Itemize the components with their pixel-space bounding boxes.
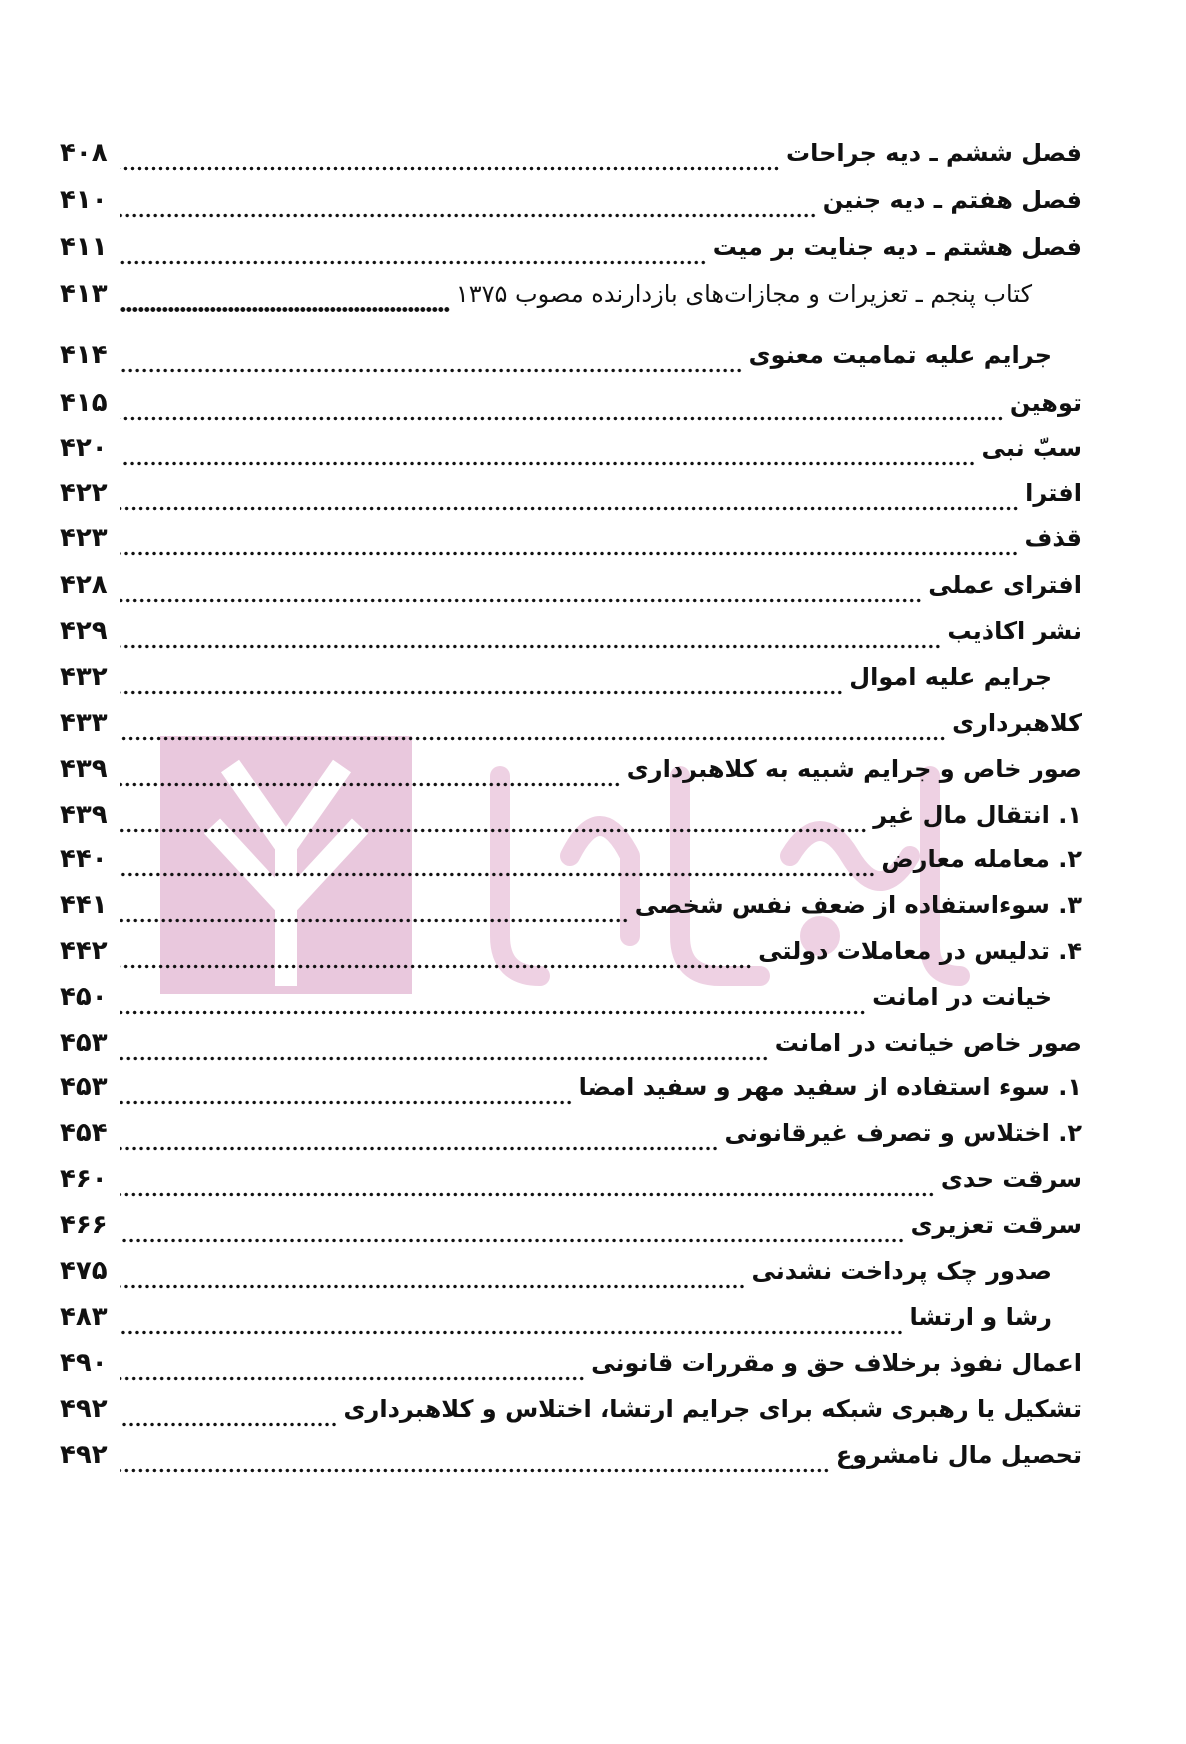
toc-entry <box>60 185 1082 234</box>
toc-entry-page-number: ۴۹۲ <box>60 1440 108 1470</box>
toc-entry-title: فصل ششم ـ دیه جراحات <box>785 139 1082 167</box>
toc-entry-title: صور خاص خیانت در امانت <box>774 1029 1082 1057</box>
dot-leader <box>120 1006 866 1020</box>
toc-entry-page-number: ۴۲۲ <box>60 478 108 508</box>
toc-entry-page-number: ۴۷۵ <box>60 1256 108 1286</box>
toc-entry-title: فصل هشتم ـ دیه جنایت بر میت <box>712 233 1082 261</box>
toc-entry <box>60 800 1082 849</box>
toc-entry <box>60 1072 1082 1121</box>
toc-entry-page-number: ۴۹۲ <box>60 1394 108 1424</box>
toc-entry-page-number: ۴۳۳ <box>60 708 108 738</box>
toc-entry-title: جرایم علیه تمامیت معنوی <box>748 341 1052 369</box>
toc-entry-page-number: ۴۱۰ <box>60 185 108 215</box>
toc-entry <box>60 433 1082 482</box>
toc-entry <box>60 138 1082 187</box>
toc-entry-title: فصل هفتم ـ دیه جنین <box>822 186 1082 214</box>
dot-leader <box>120 686 843 700</box>
toc-entry-title: اعمال نفوذ برخلاف حق و مقررات قانونی <box>591 1349 1082 1377</box>
dot-leader <box>120 1188 935 1202</box>
toc-entry-page-number: ۴۸۳ <box>60 1302 108 1332</box>
dot-leader <box>120 1326 903 1340</box>
toc-entry-title: افترا <box>1025 479 1082 507</box>
dot-leader <box>120 1234 905 1248</box>
toc-entry <box>60 340 1052 389</box>
toc-entry-page-number: ۴۲۰ <box>60 433 108 463</box>
dot-leader <box>120 914 629 928</box>
toc-entry <box>60 1118 1082 1167</box>
toc-entry <box>60 1210 1082 1259</box>
toc-entry-title: تشکیل یا رهبری شبکه برای جرایم ارتشا، اختلاس و کلاهبرداری <box>343 1395 1082 1423</box>
toc-entry <box>60 1028 1082 1077</box>
toc-entry-title: ۱. انتقال مال غیر <box>873 801 1082 829</box>
dot-leader <box>120 364 743 378</box>
dot-leader <box>120 1464 830 1478</box>
dot-leader <box>120 256 707 270</box>
toc-entry-title: کلاهبرداری <box>952 709 1082 737</box>
toc-entry <box>60 662 1052 711</box>
dot-leader <box>120 824 867 838</box>
toc-entry-page-number: ۴۱۵ <box>60 388 108 418</box>
toc-entry <box>60 1394 1082 1443</box>
toc-entry <box>60 982 1052 1031</box>
toc-entry <box>60 1164 1082 1213</box>
toc-entry-title: افترای عملی <box>928 571 1082 599</box>
toc-entry <box>60 388 1082 437</box>
toc-entry <box>60 1256 1052 1305</box>
dot-leader <box>120 1142 719 1156</box>
toc-entry-title: سبّ نبی <box>981 434 1082 462</box>
toc-entry-title: رشا و ارتشا <box>909 1303 1052 1331</box>
toc-entry-page-number: ۴۲۸ <box>60 570 108 600</box>
dot-leader <box>120 209 817 223</box>
toc-entry-page-number: ۴۵۳ <box>60 1072 108 1102</box>
toc-entry-page-number: ۴۴۱ <box>60 890 108 920</box>
toc-entry-title: ۴. تدلیس در معاملات دولتی <box>758 937 1082 965</box>
toc-entry <box>60 523 1082 572</box>
toc-entry-title: خیانت در امانت <box>872 983 1052 1011</box>
toc-entry-title: ۳. سوءاستفاده از ضعف نفس شخصی <box>634 891 1082 919</box>
toc-entry-title: نشر اکاذیب <box>947 617 1082 645</box>
dot-leader <box>120 1096 573 1110</box>
dot-leader <box>120 778 621 792</box>
dot-leader <box>120 502 1019 516</box>
toc-entry-title: سرقت تعزیری <box>910 1211 1082 1239</box>
toc-entry-page-number: ۴۹۰ <box>60 1348 108 1378</box>
toc-entry <box>60 890 1082 939</box>
toc-entry-page-number: ۴۴۲ <box>60 936 108 966</box>
dot-leader <box>120 1280 745 1294</box>
dot-leader <box>120 1052 769 1066</box>
toc-entry <box>60 1302 1052 1351</box>
toc-entry-title: ۲. معامله معارض <box>881 845 1082 873</box>
dot-leader <box>120 640 941 654</box>
toc-entry-page-number: ۴۲۹ <box>60 616 108 646</box>
dot-leader <box>120 412 1004 426</box>
toc-entry-page-number: ۴۱۴ <box>60 340 108 370</box>
toc-entry-page-number: ۴۵۰ <box>60 982 108 1012</box>
toc-entry <box>60 1440 1082 1489</box>
toc-entry <box>60 570 1082 619</box>
dot-leader <box>120 457 976 471</box>
toc-entry-page-number: ۴۵۳ <box>60 1028 108 1058</box>
toc-entry-title: قذف <box>1024 524 1082 552</box>
toc-entry <box>60 279 1032 328</box>
dot-leader <box>120 960 752 974</box>
toc-entry <box>60 1348 1082 1397</box>
toc-entry <box>60 232 1082 281</box>
toc-entry-title: ۱. سوء استفاده از سفید مهر و سفید امضا <box>578 1073 1082 1101</box>
toc-entry-page-number: ۴۴۰ <box>60 844 108 874</box>
toc-entry <box>60 936 1082 985</box>
dot-leader <box>120 547 1019 561</box>
toc-entry-page-number: ۴۳۹ <box>60 800 108 830</box>
toc-entry <box>60 844 1082 893</box>
toc-entry-title: سرقت حدی <box>940 1165 1082 1193</box>
toc-entry <box>60 708 1082 757</box>
toc-entry-title: تحصیل مال نامشروع <box>835 1441 1082 1469</box>
toc-entry-title: صور خاص و جرایم شبیه به کلاهبرداری <box>626 755 1082 783</box>
toc-entry-page-number: ۴۶۰ <box>60 1164 108 1194</box>
dot-leader <box>120 303 450 317</box>
toc-entry-title: صدور چک پرداخت نشدنی <box>751 1257 1052 1285</box>
toc-entry-page-number: ۴۵۴ <box>60 1118 108 1148</box>
toc-entry-page-number: ۴۳۹ <box>60 754 108 784</box>
toc-entry-page-number: ۴۳۲ <box>60 662 108 692</box>
toc-entry <box>60 616 1082 665</box>
toc-entry-title: جرایم علیه اموال <box>849 663 1052 691</box>
dot-leader <box>120 1418 338 1432</box>
toc-entry-page-number: ۴۶۶ <box>60 1210 108 1240</box>
toc-entry-page-number: ۴۱۳ <box>60 279 108 309</box>
toc-entry-page-number: ۴۲۳ <box>60 523 108 553</box>
toc-entry <box>60 478 1082 527</box>
toc-entry-page-number: ۴۱۱ <box>60 232 108 262</box>
toc-entry-title: کتاب پنجم ـ تعزیرات و مجازات‌های بازدارنده مصوب ۱۳۷۵ <box>455 280 1032 308</box>
dot-leader <box>120 732 946 746</box>
toc-entry-page-number: ۴۰۸ <box>60 138 108 168</box>
toc-entry-title: ۲. اختلاس و تصرف غیرقانونی <box>724 1119 1082 1147</box>
dot-leader <box>120 868 875 882</box>
dot-leader <box>120 594 922 608</box>
dot-leader <box>120 162 780 176</box>
dot-leader <box>120 1372 585 1386</box>
toc-entry <box>60 754 1082 803</box>
toc-entry-title: توهین <box>1009 389 1082 417</box>
